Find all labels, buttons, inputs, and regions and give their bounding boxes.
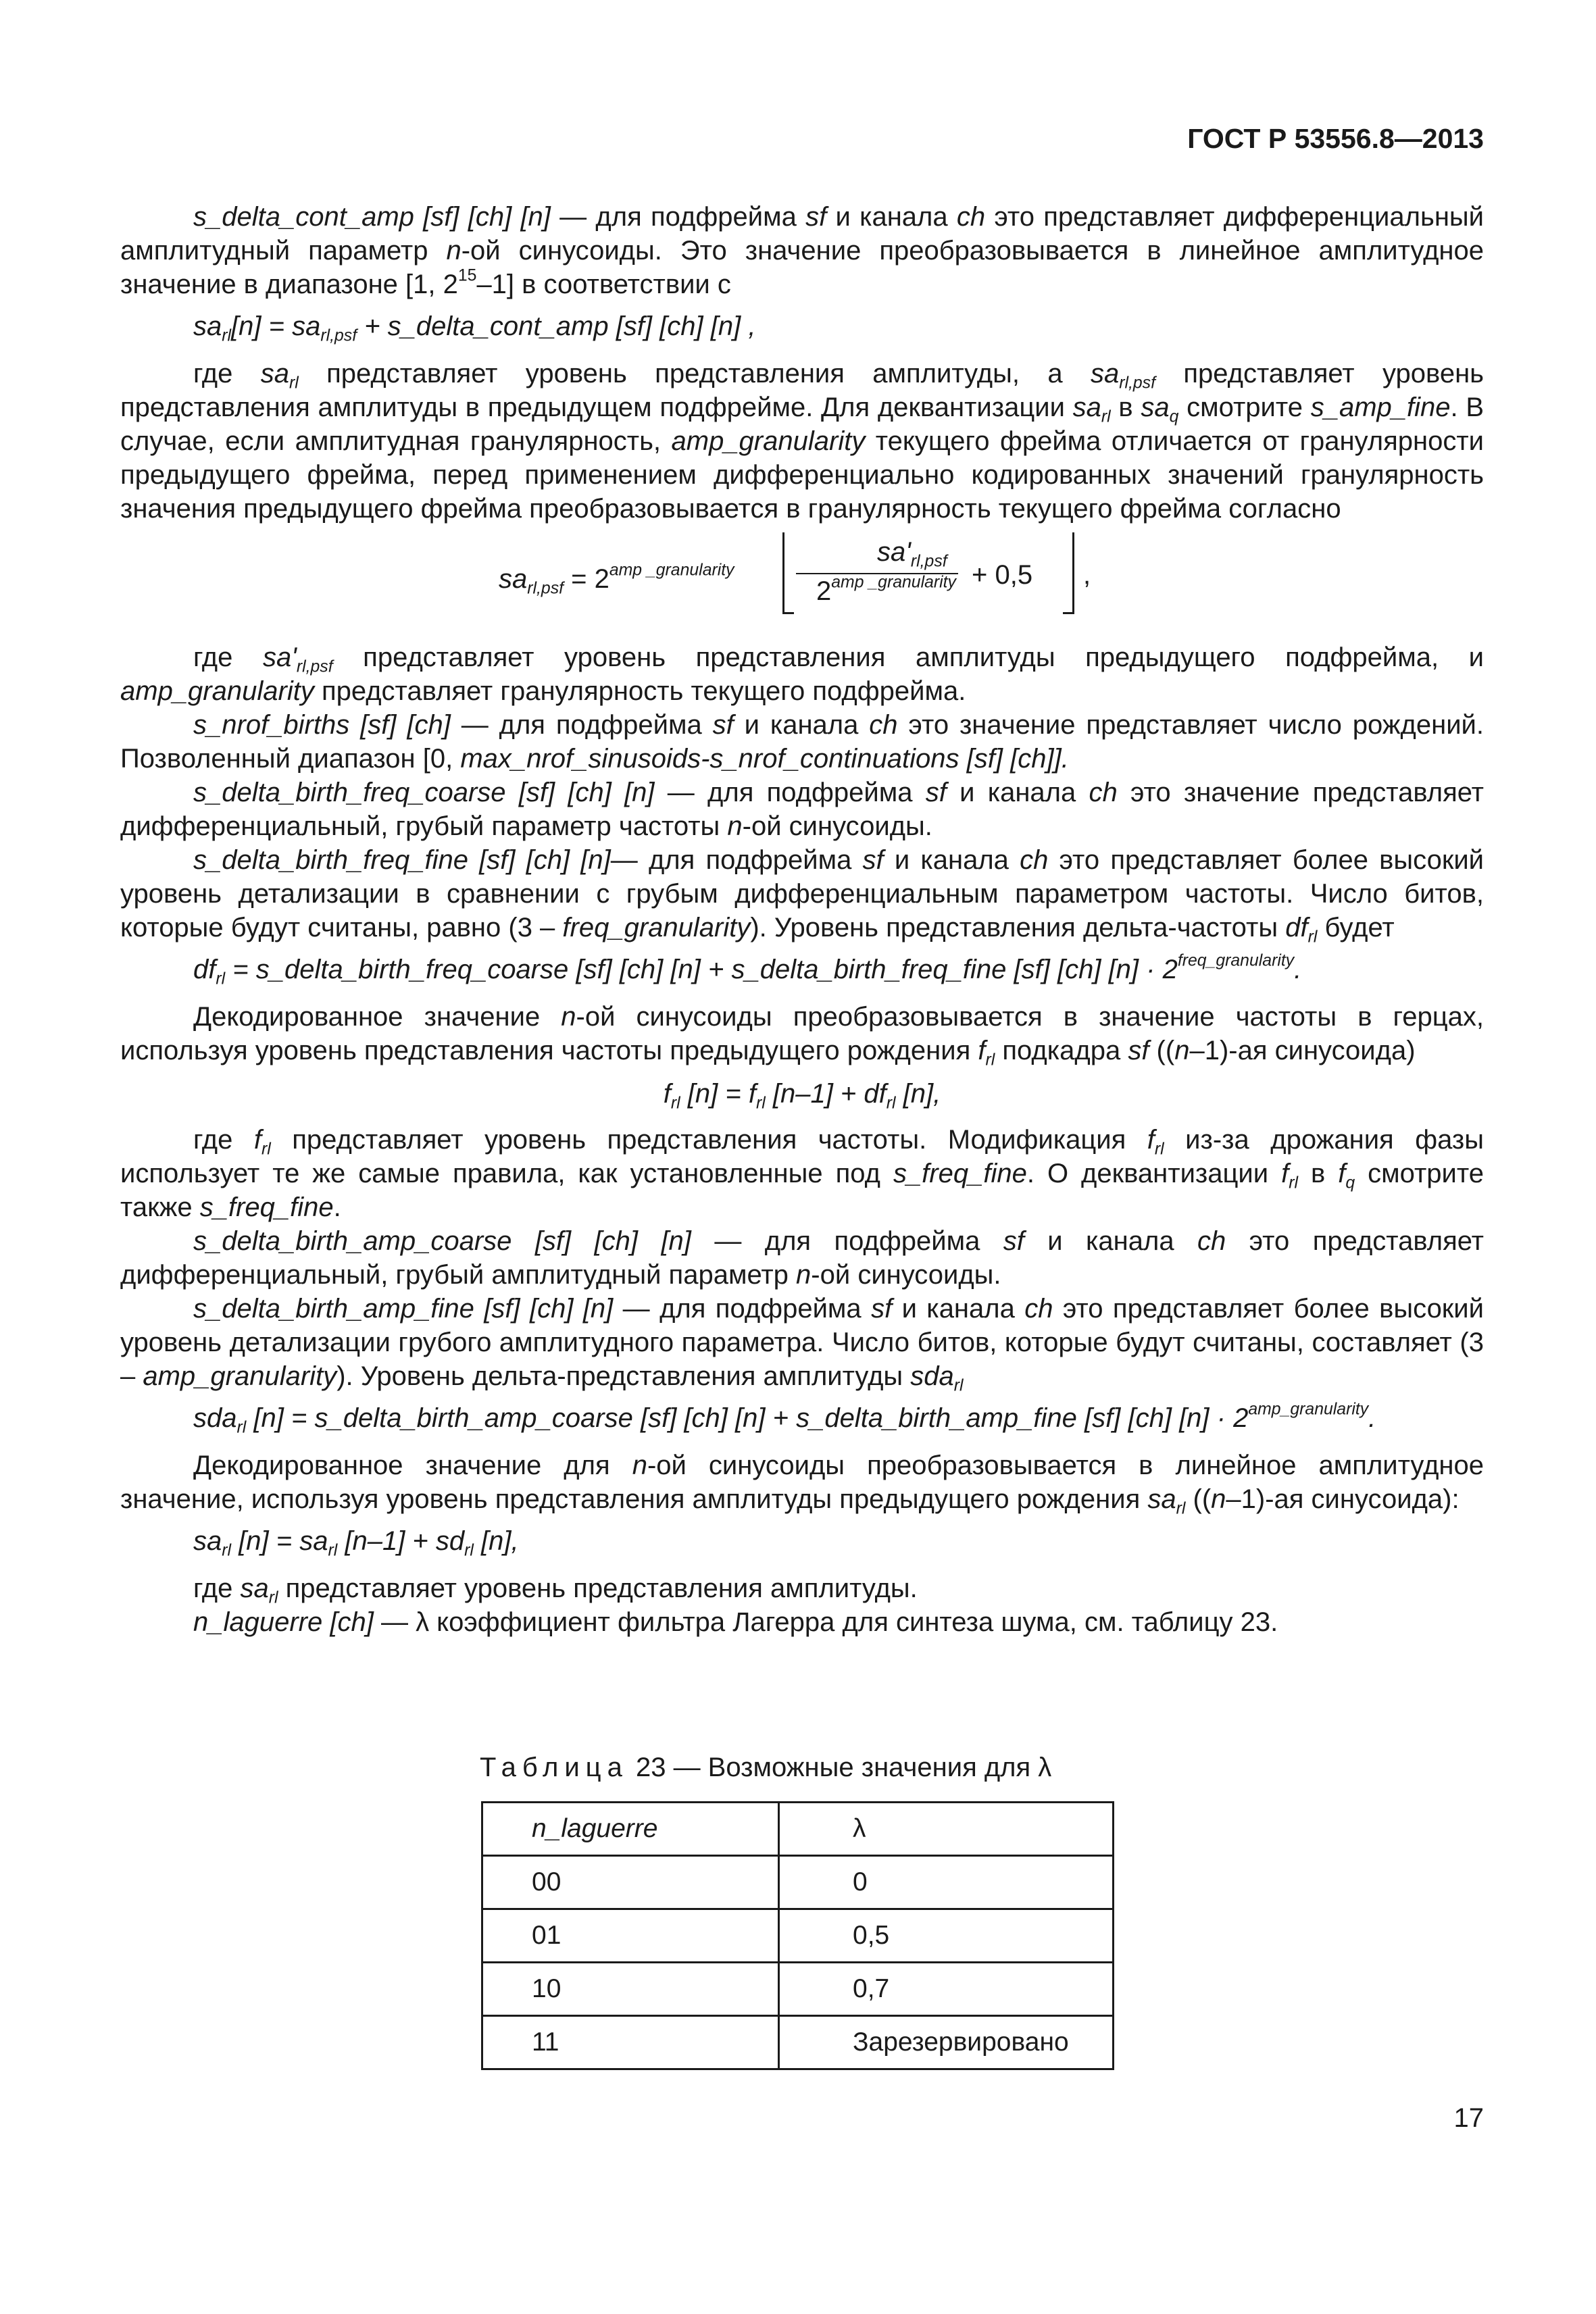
text: это представляет дифференциальный амплитудный параметр [120,202,1485,266]
formula-plus-half: + 0,5 [972,560,1033,590]
eq-text: sa [499,564,528,594]
cell-lambda: Зарезервировано [779,2016,1114,2069]
text: где [193,643,263,672]
text: . В случае, если амплитудная гранулярность, [120,393,1485,456]
term: sf [1128,1036,1149,1065]
text: — для подфрейма [550,202,806,232]
term: s_delta_birth_amp_coarse [sf] [ch] [n] [193,1226,691,1256]
text: — для подфрейма [610,845,863,875]
table-row [482,1909,1114,1963]
text: и канала [892,1294,1025,1324]
text: . О деквантизации [1026,1159,1282,1188]
text: подкадра [995,1036,1128,1065]
term: n [561,1002,576,1032]
equation-df-rl [120,953,1484,986]
term: s_delta_birth_freq_fine [sf] [ch] [n] [193,845,611,875]
term: s_amp_fine [1310,393,1451,422]
text: . [333,1192,341,1222]
eq-sub: rl [886,1094,896,1113]
term: n [446,236,462,266]
eq-text: = 2 [564,564,609,594]
paragraph-where-sa [120,357,1484,526]
eq-text: [n], [473,1526,519,1556]
eq-text: [n] = sa [231,311,321,341]
paragraph-birth-amp-fine [120,1292,1484,1393]
text: ). Уровень дельта-представления амплитуды [336,1361,911,1391]
eq-text: sa [193,1526,222,1556]
term: sa [1072,393,1101,422]
text: и канала [733,710,870,740]
cell-code: 11 [482,2016,779,2069]
term: f [253,1125,261,1155]
text: Декодированное значение [193,1002,562,1032]
text: представляет уровень представления амплитуды предыдущего подфрейма, и [332,643,1484,672]
cell-lambda: 0,7 [779,1963,1114,2016]
eq-text: df [193,955,216,984]
term: n [1211,1484,1226,1514]
exponent: 15 [457,266,477,285]
eq-sub: rl [464,1541,474,1560]
text: представляет уровень представления амплитуды, а [298,359,1091,388]
table-header-row [482,1803,1114,1856]
text: -ой синусоиды. Это значение преобразовывается в линейное амплитудное значение в диапазоне [1, 2 [120,236,1484,299]
term: n [632,1451,647,1480]
eq-text: [n] = sa [231,1526,328,1556]
term: df [1285,913,1308,942]
term: ch [1197,1226,1226,1256]
sub: rl [1176,1499,1186,1518]
term: f [1281,1159,1289,1188]
term: s_freq_fine [199,1192,334,1222]
table-row [482,1963,1114,2016]
eq-text: f [663,1079,671,1109]
text: это представляет дифференциальный, грубый амплитудный параметр [120,1226,1484,1290]
text: — для подфрейма [691,1226,1003,1256]
fraction-denominator [816,574,956,608]
paragraph-where-sa-rl [120,1571,1484,1605]
paragraph-decoded-amp [120,1449,1484,1516]
term: ch [1089,778,1118,807]
eq-text: [n–1] + sd [337,1526,465,1556]
term: sa [260,359,289,388]
eq-sub: rl [236,1418,247,1437]
text: представляет уровень представления амплитуды. [278,1574,918,1603]
eq-sub: rl,psf [320,326,357,345]
text: -ой синусоиды преобразовывается в значение частоты в герцах, используя уровень представления частоты предыдущего рождения [120,1002,1484,1065]
term: f [978,1036,986,1065]
text: смотрите также [120,1159,1484,1222]
formula-lhs [499,562,734,596]
eq-exp: amp _granularity [609,561,734,580]
text: (( [1185,1484,1212,1514]
text: — λ коэффициент фильтра Лагерра для синтеза шума, см. таблицу 23. [373,1607,1278,1637]
text: будет [1317,913,1395,942]
formula-floor-bracket [796,532,1120,627]
text: в [1298,1159,1339,1188]
text: -ой синусоиды преобразовывается в линейное амплитудное значение, используя уровень представления амплитуды предыдущего рождения [120,1451,1484,1514]
sub: rl [1307,928,1318,947]
eq-sub: rl [222,326,232,345]
text: и канала [946,778,1089,807]
term: sf [925,778,947,807]
term: sf [712,710,734,740]
paragraph-delta-cont-amp [120,200,1484,301]
eq-exp: freq_granularity [1177,951,1295,970]
formula-comma: , [1083,560,1091,590]
term: freq_granularity [562,913,751,942]
eq-text: sda [193,1403,237,1433]
formula-granularity-conversion [120,532,1484,634]
term: f [1338,1159,1346,1188]
term: sa [1141,393,1170,422]
paragraph-birth-amp-coarse [120,1224,1484,1292]
term: sf [805,202,827,232]
term: ch [1020,845,1049,875]
text: Декодированное значение для [193,1451,632,1480]
paragraph-birth-freq-coarse [120,776,1484,843]
text: из-за дрожания фазы использует те же самые правила, как установленные под [120,1125,1484,1188]
sub: rl,psf [296,657,333,676]
text: и канала [1024,1226,1197,1256]
text: представляет гранулярность текущего подфрейма. [314,676,966,706]
eq-text: . [1368,1403,1376,1433]
equation-sda-rl [120,1401,1484,1435]
term: s_nrof_births [sf] [ch] [193,710,451,740]
paragraph-where-sa-prime [120,640,1484,708]
sub: rl [1154,1140,1164,1159]
cell-code: 00 [482,1856,779,1909]
text: –1)-ая синусоида): [1226,1484,1460,1514]
paragraph-nrof-births [120,708,1484,776]
paragraph-birth-freq-fine [120,843,1484,945]
eq-text: . [1294,955,1302,984]
text: и канала [826,202,957,232]
floor-left-bracket [782,532,794,614]
text: в [1110,393,1141,422]
eq-text: + s_delta_cont_amp [sf] [ch] [n] , [357,311,756,341]
text: это представляет более высокий уровень детализации грубого амплитудного параметра. Число битов, которые будут считаны, составляет (3 – [120,1294,1484,1391]
standard-header: ГОСТ Р 53556.8—2013 [1187,123,1484,154]
text: ). Уровень представления дельта-частоты [750,913,1286,942]
term: amp_granularity [143,1361,337,1391]
term: s_delta_birth_amp_fine [sf] [ch] [n] [193,1294,614,1324]
eq-text: [n–1] + df [765,1079,887,1109]
text: — для подфрейма [654,778,926,807]
document-body [120,200,1484,1639]
fraction-numerator [877,535,947,569]
term: s_delta_cont_amp [sf] [ch] [n] [193,202,551,232]
text: смотрите [1178,393,1311,422]
cell-lambda: 0 [779,1856,1114,1909]
eq-text: sa [193,311,222,341]
header-text: n_laguerre [532,1814,658,1843]
term: sf [1003,1226,1024,1256]
term: n [1174,1036,1190,1065]
sub: rl [1289,1174,1298,1192]
text: представляет уровень представления амплитуды в предыдущем подфрейме. Для деквантизации [120,359,1485,422]
term: s_delta_birth_freq_coarse [sf] [ch] [n] [193,778,655,807]
lambda-values-table [481,1801,1114,2070]
eq-exp: amp _granularity [831,573,956,592]
term: ch [956,202,986,232]
text: представляет уровень представления частоты. Модификация [270,1125,1147,1155]
text: где [193,1574,241,1603]
caption-word: Таблица [480,1753,628,1782]
equation-f-rl [120,1077,1484,1111]
text: где [193,1125,254,1155]
text: где [193,359,261,388]
cell-code: 01 [482,1909,779,1963]
text: это представляет более высокий уровень детализации в сравнении с грубым дифференциальным параметром частоты. Число битов, которые будут считаны, равно (3 – [120,845,1485,942]
sub: rl [1101,407,1111,426]
cell-lambda: 0,5 [779,1909,1114,1963]
text: –1] в соответствии с [476,270,731,299]
eq-exp: amp_granularity [1248,1400,1369,1419]
equation-sa-rl-birth [120,1524,1484,1558]
sub: q [1345,1174,1355,1192]
term: sf [862,845,884,875]
floor-right-bracket [1063,532,1074,614]
eq-sub: rl,psf [910,552,947,571]
eq-sub: rl [222,1541,232,1560]
header-n-laguerre [482,1803,779,1856]
text: -ой синусоиды. [742,811,932,841]
term: sa [1090,359,1120,388]
sub: rl [953,1376,964,1395]
equation-sa-rl [120,309,1484,343]
eq-text: = s_delta_birth_freq_coarse [sf] [ch] [n] + s_delta_birth_freq_fine [sf] [ch] [n] · 2 [225,955,1178,984]
text: — для подфрейма [450,710,713,740]
term: ch [1024,1294,1053,1324]
caption-text: 23 — Возможные значения для λ [628,1753,1052,1782]
eq-sub: rl,psf [527,579,564,598]
table-row [482,1856,1114,1909]
sub: rl [985,1051,995,1070]
text: –1)-ая синусоида) [1189,1036,1416,1065]
term: sda [910,1361,954,1391]
text: это значение представляет число рождений. Позволенный диапазон [0, [120,710,1484,774]
eq-sub: rl [216,970,226,988]
eq-text: [n] = s_delta_birth_amp_coarse [sf] [ch] [n] + s_delta_birth_amp_fine [sf] [ch] [n] · 2 [246,1403,1249,1433]
term: sa [1147,1484,1176,1514]
term: s_freq_fine [893,1159,1027,1188]
sub: rl [289,374,299,393]
cell-code: 10 [482,1963,779,2016]
eq-text: [n], [895,1079,941,1109]
term: amp_granularity [120,676,314,706]
paragraph-decoded-freq [120,1000,1484,1070]
eq-text: 2 [816,576,832,606]
paragraph-where-f-rl [120,1123,1484,1224]
paragraph-n-laguerre [120,1605,1484,1639]
text: и канала [883,845,1020,875]
term: f [1147,1125,1155,1155]
sub: rl,psf [1119,374,1155,393]
term: sa [240,1574,269,1603]
text: текущего фрейма отличается от гранулярности предыдущего фрейма, перед применением дифференциально кодированных значений гранулярность значения предыдущего фрейма преобразовывается в гранулярность текущего фрейма согласно [120,426,1485,524]
text: -ой синусоиды. [811,1260,1001,1290]
header-lambda: λ [779,1803,1114,1856]
table-row [482,2016,1114,2069]
eq-text: [n] = f [680,1079,756,1109]
eq-sub: rl [328,1541,338,1560]
term: sf [871,1294,893,1324]
term: sa' [262,643,297,672]
sub: rl [268,1588,278,1607]
term: amp_granularity [671,426,866,456]
text: — для подфрейма [613,1294,872,1324]
term: n [727,811,743,841]
eq-sub: rl [755,1094,766,1113]
term: n [796,1260,812,1290]
term: n_laguerre [ch] [193,1607,374,1637]
text: это значение представляет дифференциальный, грубый параметр частоты [120,778,1484,841]
page-number: 17 [1453,2103,1484,2133]
eq-sub: rl [670,1094,680,1113]
term: max_nrof_sinusoids-s_nrof_continuations [sf] [ch]]. [460,744,1069,774]
term: ch [869,710,898,740]
text: (( [1149,1036,1175,1065]
table-caption [480,1753,1051,1783]
sub: rl [261,1140,271,1159]
eq-text: sa' [877,537,911,567]
sub: q [1169,407,1179,426]
